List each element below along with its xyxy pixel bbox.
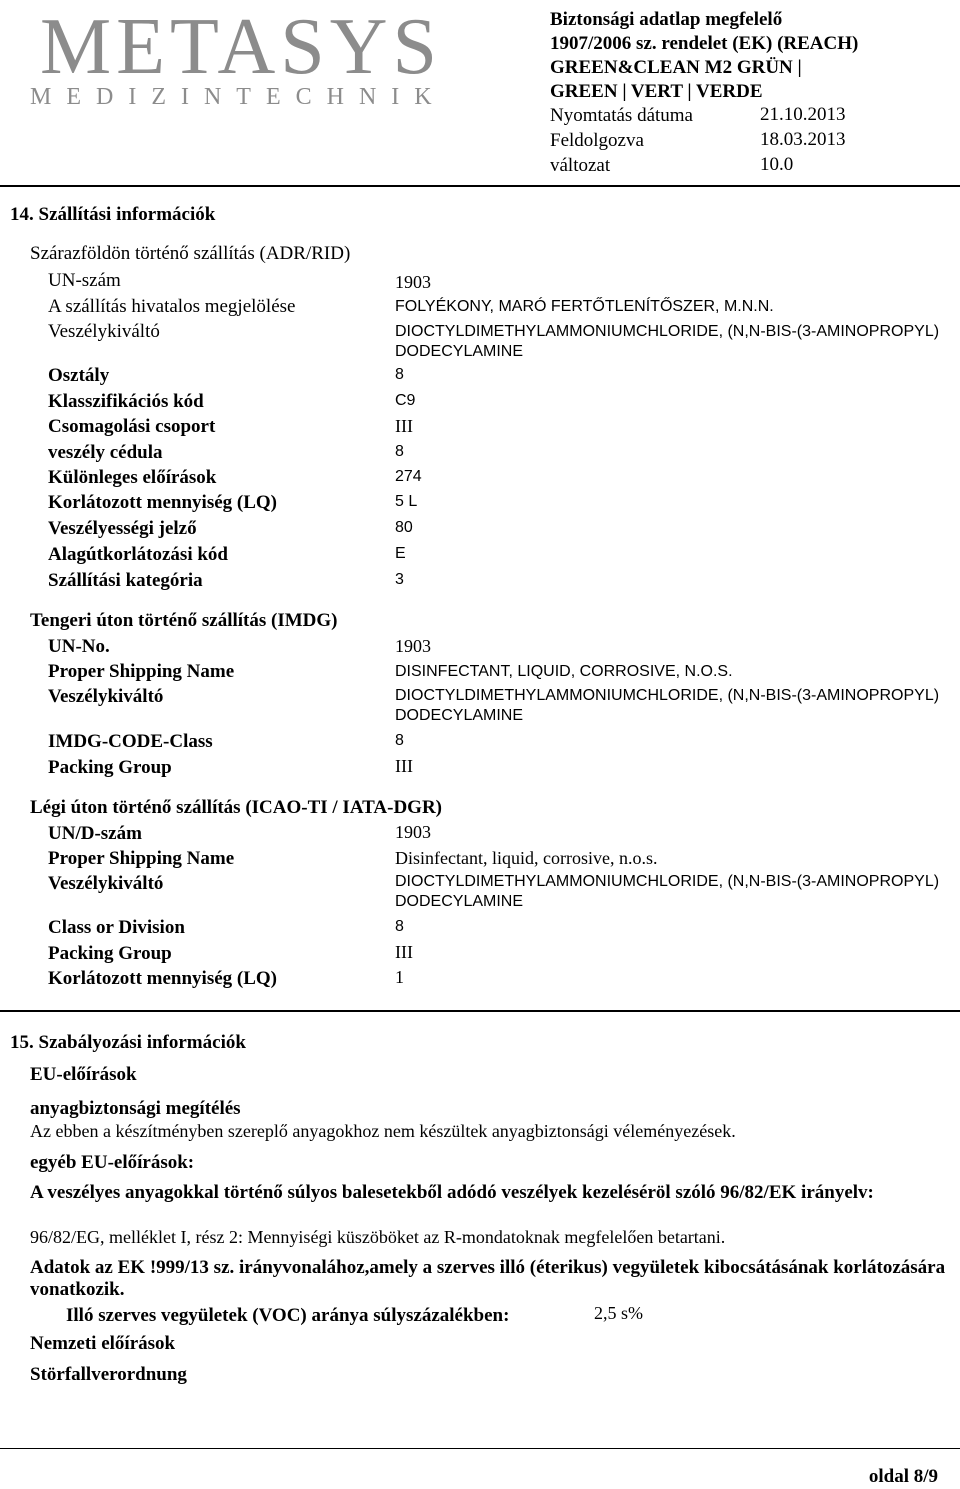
imdg-packing-group-value: III (395, 756, 413, 776)
adr-shipping-name-value: FOLYÉKONY, MARÓ FERTŐTLENÍTŐSZER, M.N.N. (395, 298, 774, 315)
adr-hazard-label: Veszélykiváltó (48, 321, 160, 342)
section-divider (0, 1010, 960, 1012)
adr-title: Szárazföldön történő szállítás (ADR/RID) (30, 243, 351, 264)
processed-date-label: Feldolgozva (550, 130, 644, 151)
adr-packing-group-label: Csomagolási csoport (48, 416, 216, 437)
adr-class-label: Osztály (48, 365, 110, 386)
page-number: oldal 8/9 (868, 1466, 938, 1487)
adr-limited-quantity-label: Korlátozott mennyiség (LQ) (48, 492, 278, 513)
iata-hazard-value: DIOCTYLDIMETHYLAMMONIUMCHLORIDE, (N,N-BIS-(3-AMINOPROPYL) DODECYLAMINE (395, 873, 940, 910)
processed-date-value: 18.03.2013 (760, 129, 846, 150)
company-logo-subtitle (30, 84, 447, 111)
iata-packing-group-label: Packing Group (48, 943, 172, 964)
iata-class-label: Class or Division (48, 917, 185, 938)
imdg-title: Tengeri úton történő szállítás (IMDG) (30, 610, 338, 631)
adr-hazard-label-value: 8 (395, 443, 404, 460)
company-logo: METASYS (40, 3, 442, 91)
iata-class-value: 8 (395, 918, 404, 935)
adr-hazard-number-value: 80 (395, 519, 413, 536)
adr-limited-quantity-value: 5 L (395, 493, 418, 510)
adr-transport-category-label: Szállítási kategória (48, 570, 203, 591)
imdg-shipping-name-value: DISINFECTANT, LIQUID, CORROSIVE, N.O.S. (395, 663, 733, 680)
section-15-title: 15. Szabályozási információk (10, 1032, 246, 1053)
imdg-class-label: IMDG-CODE-Class (48, 731, 213, 752)
imdg-hazard-label: Veszélykiváltó (48, 686, 164, 707)
iata-shipping-name-label: Proper Shipping Name (48, 848, 235, 869)
footer-divider (0, 1448, 960, 1449)
voc-directive-title: Adatok az EK !999/13 sz. irányvonalához,amely a szerves illó (éterikus) vegyületek kibocsátásának korlátozására vonatkozik. (30, 1257, 946, 1300)
header-title-line-2: 1907/2006 sz. rendelet (EK) (REACH) (550, 33, 859, 54)
safety-assessment-text: Az ebben a készítményben szereplő anyagokhoz nem készültek anyagbiztonsági véleményezések. (30, 1121, 736, 1141)
adr-packing-group-value: III (395, 416, 413, 436)
adr-special-provisions-value: 274 (395, 468, 422, 485)
print-date-value: 21.10.2013 (760, 104, 846, 125)
voc-content-value: 2,5 s% (594, 1303, 643, 1323)
iata-title: Légi úton történő szállítás (ICAO-TI / IATA-DGR) (30, 797, 442, 818)
iata-limited-quantity-label: Korlátozott mennyiség (LQ) (48, 968, 278, 989)
adr-hazard-label-label: veszély cédula (48, 442, 163, 463)
national-regulations-title: Nemzeti előírások (30, 1333, 176, 1354)
adr-classification-code-value: C9 (395, 392, 416, 409)
adr-class-value: 8 (395, 366, 404, 383)
imdg-packing-group-label: Packing Group (48, 757, 172, 778)
iata-un-value: 1903 (395, 822, 431, 842)
adr-hazard-value: DIOCTYLDIMETHYLAMMONIUMCHLORIDE, (N,N-BIS-(3-AMINOPROPYL) DODECYLAMINE (395, 323, 940, 360)
section-14-title: 14. Szállítási információk (10, 204, 216, 225)
adr-hazard-number-label: Veszélyességi jelző (48, 518, 197, 539)
version-value: 10.0 (760, 154, 794, 175)
iata-limited-quantity-value: 1 (395, 967, 404, 987)
logo-subtitle-text: MEDIZINTECHNIK (30, 84, 447, 110)
adr-tunnel-code-label: Alagútkorlátozási kód (48, 544, 228, 565)
adr-tunnel-code-value: E (395, 545, 406, 562)
adr-special-provisions-label: Különleges előírások (48, 467, 217, 488)
header-divider (0, 185, 960, 187)
imdg-class-value: 8 (395, 732, 404, 749)
imdg-un-label: UN-No. (48, 636, 110, 657)
version-label: változat (550, 155, 611, 176)
header-title-line-3: GREEN&CLEAN M2 GRÜN | (550, 57, 802, 78)
iata-un-label: UN/D-szám (48, 823, 142, 844)
voc-content-label: Illó szerves vegyületek (VOC) aránya súlyszázalékben: (66, 1305, 510, 1326)
safety-assessment-title: anyagbiztonsági megítélés (30, 1098, 241, 1119)
header-title-line-1: Biztonsági adatlap megfelelő (550, 9, 783, 30)
iata-packing-group-value: III (395, 942, 413, 962)
adr-shipping-name-label: A szállítás hivatalos megjelölése (48, 296, 296, 317)
seveso-directive-text: 96/82/EG, melléklet I, rész 2: Mennyiségi küszöböket az R-mondatoknak megfelelően betartani. (30, 1227, 726, 1247)
iata-shipping-name-value: Disinfectant, liquid, corrosive, n.o.s. (395, 848, 658, 868)
imdg-shipping-name-label: Proper Shipping Name (48, 661, 235, 682)
adr-un-value: 1903 (395, 272, 431, 292)
adr-classification-code-label: Klasszifikációs kód (48, 391, 204, 412)
other-eu-regulations-title: egyéb EU-előírások: (30, 1152, 195, 1173)
header-title-line-4: GREEN | VERT | VERDE (550, 81, 763, 102)
eu-regulations-title: EU-előírások (30, 1064, 137, 1085)
print-date-label: Nyomtatás dátuma (550, 105, 693, 126)
stoerfall-title: Störfallverordnung (30, 1364, 187, 1385)
adr-un-label: UN-szám (48, 270, 121, 291)
imdg-un-value: 1903 (395, 636, 431, 656)
iata-hazard-label: Veszélykiváltó (48, 873, 164, 894)
imdg-hazard-value: DIOCTYLDIMETHYLAMMONIUMCHLORIDE, (N,N-BIS-(3-AMINOPROPYL) DODECYLAMINE (395, 687, 940, 724)
seveso-directive-title: A veszélyes anyagokkal történő súlyos balesetekből adódó veszélyek kezeléséröl szóló 96/82/EK irányelv: (30, 1182, 874, 1203)
adr-transport-category-value: 3 (395, 571, 404, 588)
